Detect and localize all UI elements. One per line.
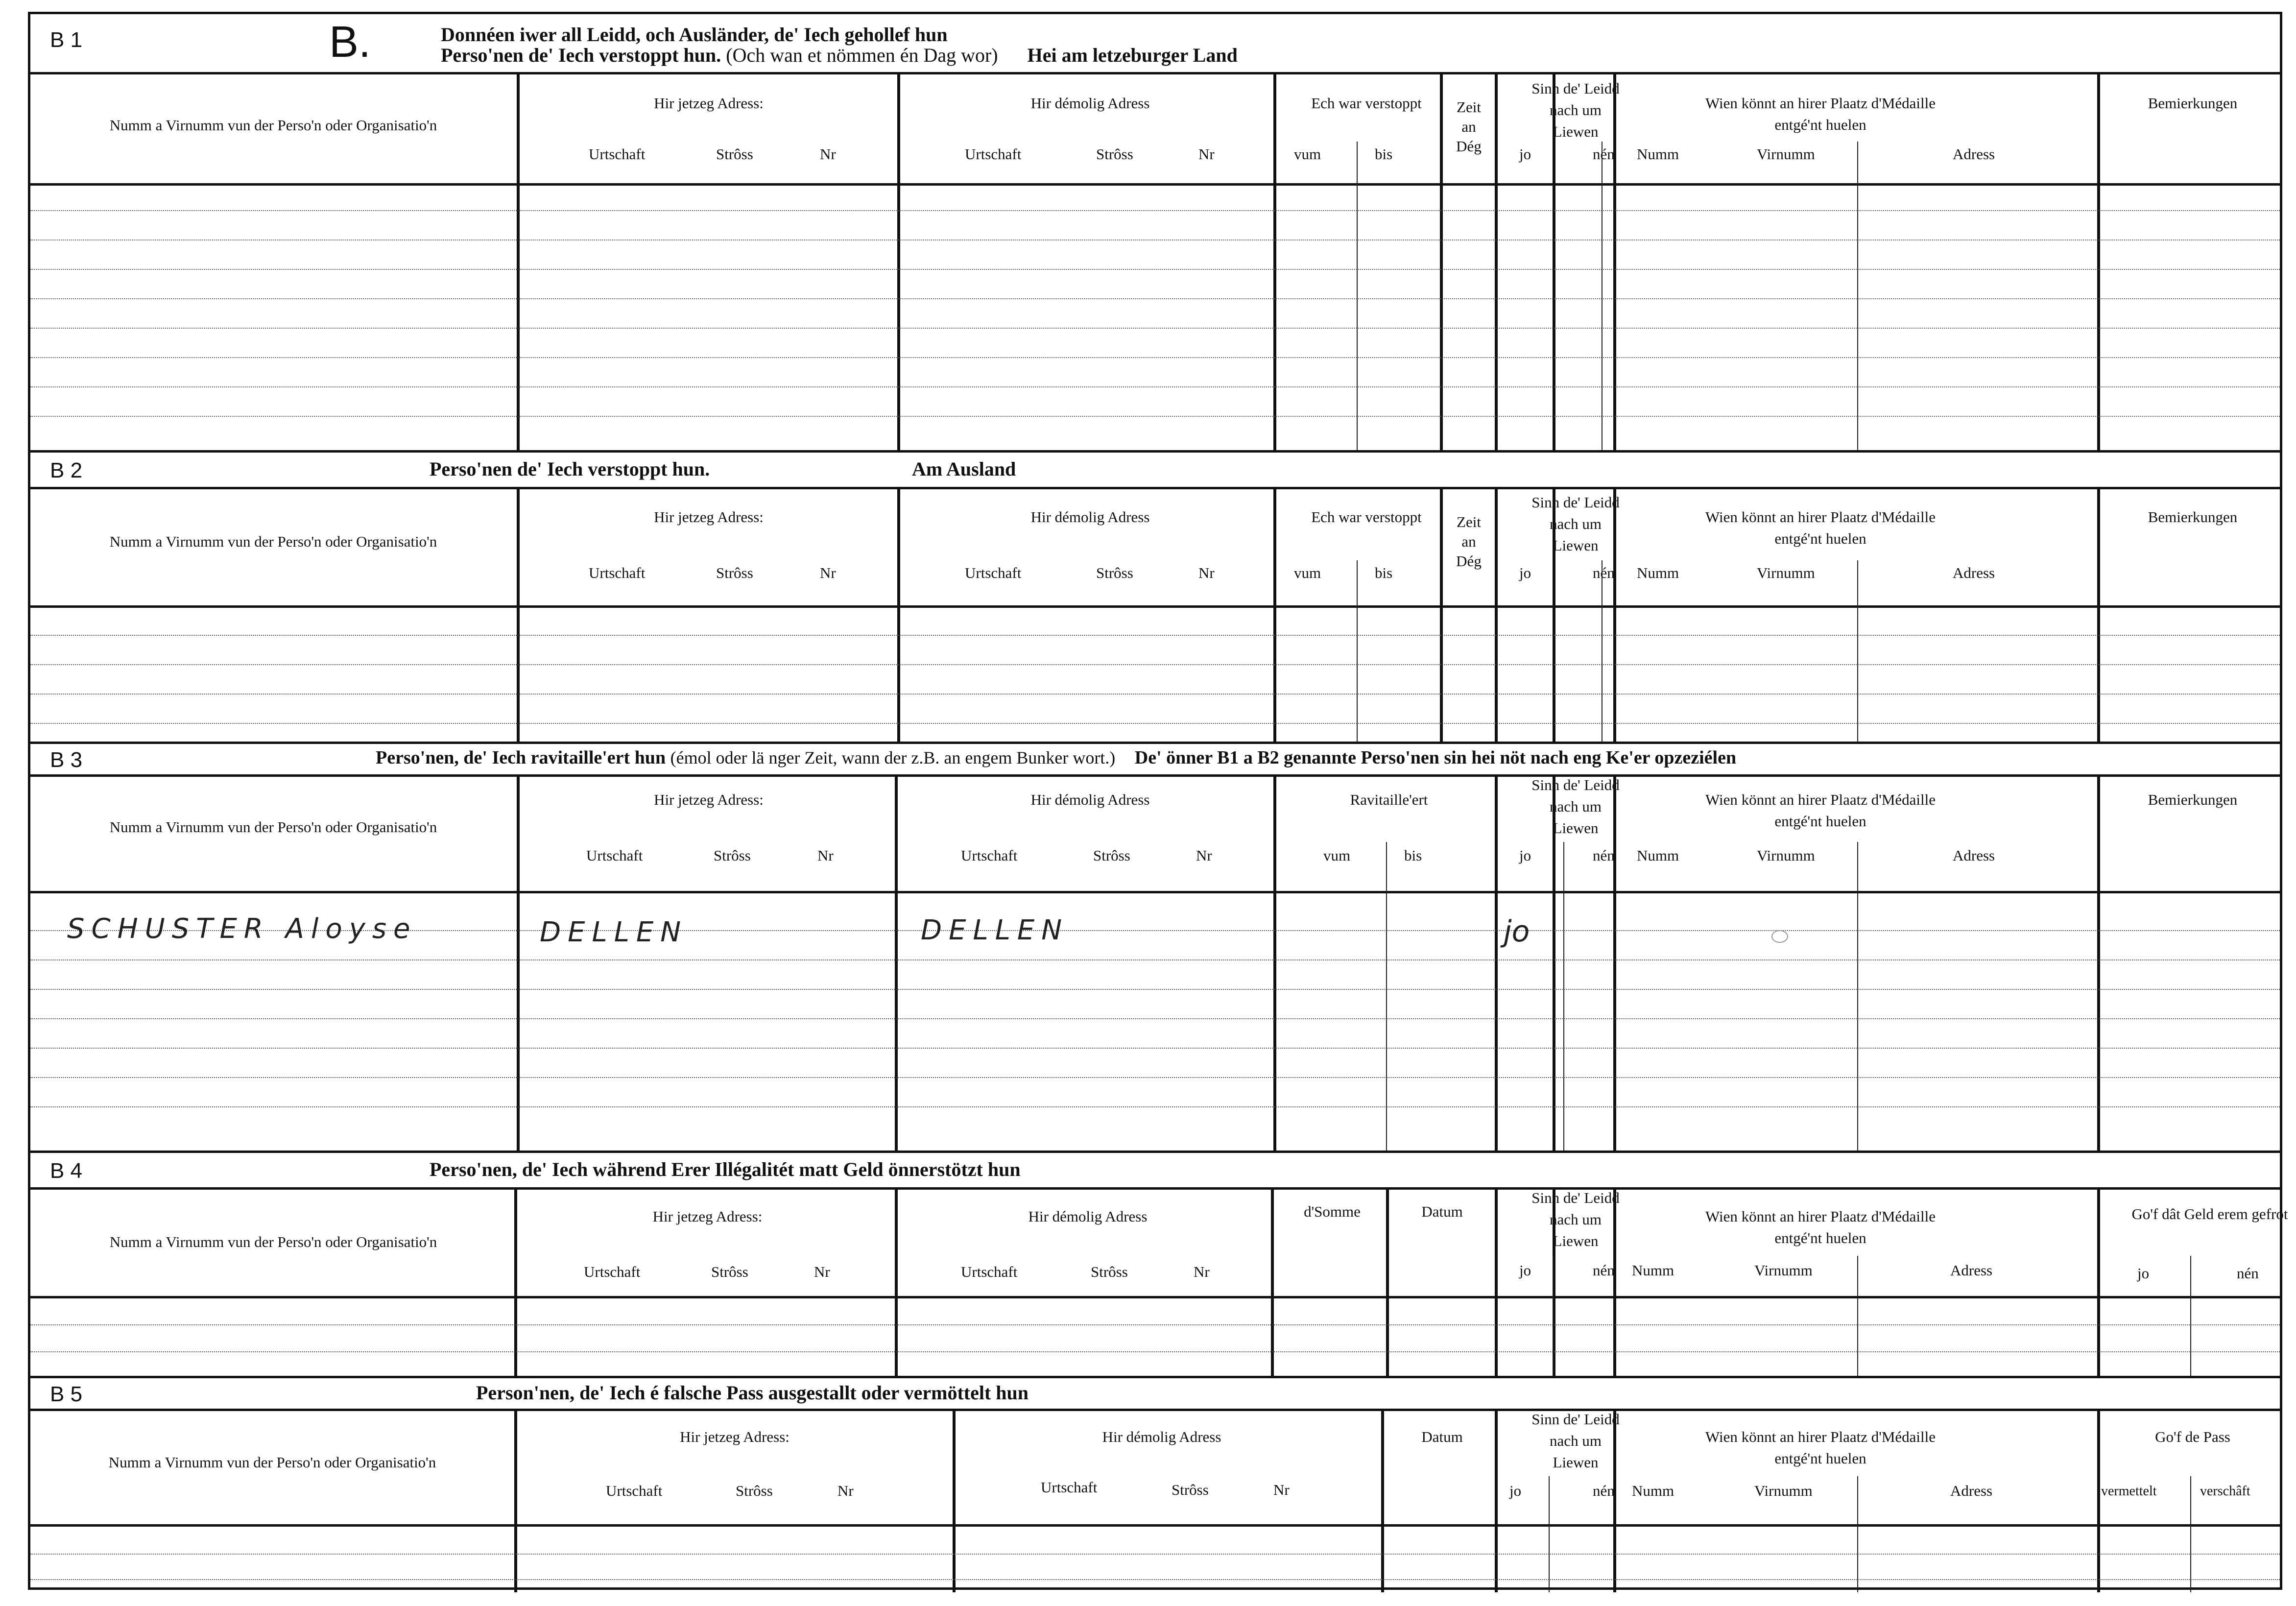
col-name-header: Numm a Virnumm vun der Perso'n oder Organisatio'n <box>109 818 437 836</box>
col-nr: Nr <box>820 564 836 581</box>
col-nr: Nr <box>1194 1263 1210 1280</box>
col-numm: Numm <box>1632 1482 1674 1499</box>
table-row[interactable] <box>30 357 2280 358</box>
faint-mark <box>1771 930 1788 943</box>
column-rule <box>1357 142 1358 450</box>
table-row[interactable] <box>30 328 2280 329</box>
col-datum-header: Datum <box>1421 1203 1463 1220</box>
table-row[interactable] <box>30 416 2280 417</box>
column-rule <box>1563 842 1564 1151</box>
section-b3 <box>30 744 2280 1151</box>
section-code: B 5 <box>50 1382 83 1406</box>
col-hir-demolig-header: Hir démolig Adress <box>1030 95 1150 112</box>
col-stross: Strôss <box>1096 564 1133 581</box>
col-urtschaft: Urtschaft <box>589 564 646 581</box>
col-wien-header: Wien könnt an hirer Plaatz d'Médaille entgé'nt huelen <box>1705 791 1936 830</box>
header-divider <box>30 891 2280 893</box>
col-vum: vum <box>1294 145 1321 163</box>
col-bis: bis <box>1375 564 1393 581</box>
col-sinn-header: Sinn de' Leidd nach um Liewen <box>1531 494 1620 554</box>
col-nen: nén <box>1593 847 1615 864</box>
col-adress: Adress <box>1950 1262 1993 1279</box>
col-nr: Nr <box>817 847 834 864</box>
col-numm: Numm <box>1637 847 1679 864</box>
column-rule <box>2097 1409 2100 1592</box>
col-hir-demolig-header: Hir démolig Adress <box>1030 791 1150 808</box>
col-sinn-header: Sinn de' Leidd nach um Liewen <box>1531 80 1620 140</box>
table-row[interactable] <box>30 1106 2280 1107</box>
column-rule <box>1857 560 1858 742</box>
col-stross: Strôss <box>1091 1263 1128 1280</box>
column-rule <box>1553 774 1555 1151</box>
col-bis: bis <box>1375 145 1393 163</box>
col-verschaft: verschâft <box>2200 1484 2250 1499</box>
section-title: Perso'nen, de' Iech ravitaille'ert hun (émol oder lä nger Zeit, wann der z.B. an engem Bunker wort.) De' önner B1 a B2 genannte Perso'nen sin hei nöt nach eng Ke'er opzeziélen <box>376 747 1737 768</box>
table-row[interactable] <box>30 664 2280 665</box>
col-nen: nén <box>1593 1482 1615 1499</box>
column-rule <box>1613 1187 1616 1376</box>
col-jo: jo <box>1519 1262 1531 1279</box>
table-row[interactable] <box>30 298 2280 299</box>
col-nr: Nr <box>820 145 836 163</box>
column-rule <box>1553 487 1555 742</box>
col-urtschaft: Urtschaft <box>965 145 1022 163</box>
section-b2-title-row <box>30 453 2280 489</box>
col-hir-jetzeg-header: Hir jetzeg Adress: <box>654 95 764 112</box>
col-bemierkungen-header: Bemierkungen <box>2148 95 2238 112</box>
column-rule <box>1357 560 1358 742</box>
col-urtschaft: Urtschaft <box>606 1482 663 1499</box>
column-rule <box>1553 72 1555 450</box>
header-divider <box>30 605 2280 608</box>
col-bemierkungen-header: Bemierkungen <box>2148 791 2238 808</box>
col-vum: vum <box>1323 847 1351 864</box>
col-jo: jo <box>2137 1265 2150 1282</box>
form-letter: B. <box>329 18 371 67</box>
section-code: B 2 <box>50 458 83 482</box>
col-nen: nén <box>2237 1265 2259 1282</box>
column-rule <box>1857 842 1858 1151</box>
column-rule <box>897 72 900 450</box>
column-rule <box>514 1409 517 1592</box>
column-rule <box>895 774 898 1151</box>
column-rule <box>1613 72 1616 450</box>
section-code: B 4 <box>50 1159 83 1183</box>
col-ravitailleert-header: Ravitaille'ert <box>1350 791 1428 808</box>
col-nr: Nr <box>1196 847 1212 864</box>
col-hir-jetzeg-header: Hir jetzeg Adress: <box>654 508 764 526</box>
section-title: Perso'nen de' Iech verstoppt hun. <box>430 458 710 480</box>
column-rule <box>1440 487 1443 742</box>
col-nen: nén <box>1593 1262 1615 1279</box>
table-row[interactable] <box>30 723 2280 724</box>
column-rule <box>2097 487 2100 742</box>
section-b3-title-row <box>30 744 2280 777</box>
col-name-header: Numm a Virnumm vun der Perso'n oder Organisatio'n <box>109 117 437 134</box>
column-rule <box>1857 142 1858 450</box>
col-verstoppt-header: Ech war verstoppt <box>1311 95 1422 112</box>
col-stross: Strôss <box>714 847 751 864</box>
table-row[interactable] <box>30 1077 2280 1078</box>
col-adress: Adress <box>1950 1482 1993 1499</box>
col-adress: Adress <box>1953 847 1995 864</box>
table-row[interactable] <box>30 1048 2280 1049</box>
col-stross: Strôss <box>736 1482 773 1499</box>
column-rule <box>895 1187 898 1376</box>
section-b1-title-row <box>30 14 2280 74</box>
col-datum-header: Datum <box>1421 1428 1463 1445</box>
column-rule <box>1495 487 1498 742</box>
col-nr: Nr <box>1198 564 1215 581</box>
column-rule <box>2190 1256 2191 1376</box>
column-rule <box>1273 774 1276 1151</box>
section-title: Person'nen, de' Iech é falsche Pass ausgestallt oder vermöttelt hun <box>476 1382 1029 1404</box>
col-stross: Strôss <box>1172 1481 1209 1498</box>
col-stross: Strôss <box>711 1263 748 1280</box>
header-divider <box>30 1296 2280 1298</box>
section-b5 <box>30 1378 2280 1592</box>
col-sinn-header: Sinn de' Leidd nach um Liewen <box>1531 1189 1620 1249</box>
col-nr: Nr <box>1273 1481 1290 1498</box>
column-rule <box>1495 1409 1498 1592</box>
col-virnumm: Virnumm <box>1754 1482 1813 1499</box>
column-rule <box>1549 1476 1550 1592</box>
col-jo: jo <box>1519 847 1531 864</box>
col-stross: Strôss <box>1093 847 1130 864</box>
header-divider <box>30 1524 2280 1527</box>
col-numm: Numm <box>1637 145 1679 163</box>
col-urtschaft: Urtschaft <box>961 1263 1018 1280</box>
col-stross: Strôss <box>1096 145 1133 163</box>
column-rule <box>1613 1409 1616 1592</box>
col-hir-jetzeg-header: Hir jetzeg Adress: <box>654 791 764 808</box>
col-adress: Adress <box>1953 564 1995 581</box>
column-rule <box>1381 1409 1384 1592</box>
column-rule <box>1440 72 1443 450</box>
col-virnumm: Virnumm <box>1757 847 1815 864</box>
col-jo: jo <box>1519 145 1531 163</box>
column-rule <box>517 487 520 742</box>
column-rule <box>1386 1187 1389 1376</box>
col-wien-header: Wien könnt an hirer Plaatz d'Médaille entgé'nt huelen <box>1705 508 1936 547</box>
col-urtschaft: Urtschaft <box>965 564 1022 581</box>
column-rule <box>1495 1187 1498 1376</box>
col-nr: Nr <box>1198 145 1215 163</box>
col-zeit-header: Zeit an Dég <box>1456 513 1482 570</box>
column-rule <box>517 774 520 1151</box>
column-rule <box>1273 487 1276 742</box>
handwritten-former-town: DELLEN <box>921 914 1069 946</box>
column-rule <box>897 487 900 742</box>
table-row[interactable] <box>30 959 2280 960</box>
section-title-tail: Am Ausland <box>912 458 1016 480</box>
section-b4 <box>30 1153 2288 1376</box>
column-rule <box>1857 1256 1858 1376</box>
col-urtschaft: Urtschaft <box>1041 1479 1098 1496</box>
col-nr: Nr <box>814 1263 830 1280</box>
table-row[interactable] <box>30 1324 2280 1325</box>
col-jo: jo <box>1509 1482 1522 1499</box>
column-rule <box>953 1409 956 1592</box>
handwritten-name: SCHUSTER Aloyse <box>67 913 417 945</box>
column-rule <box>1857 1476 1858 1592</box>
col-virnumm: Virnumm <box>1757 564 1815 581</box>
section-b2 <box>30 453 2280 742</box>
col-sinn-header: Sinn de' Leidd nach um Liewen <box>1531 1411 1620 1471</box>
table-row[interactable] <box>30 1018 2280 1019</box>
col-adress: Adress <box>1953 145 1995 163</box>
col-hir-demolig-header: Hir démolig Adress <box>1102 1428 1221 1445</box>
table-row[interactable] <box>30 1554 2280 1555</box>
col-urtschaft: Urtschaft <box>589 145 646 163</box>
col-nen: nén <box>1593 145 1615 163</box>
table-row[interactable] <box>30 1579 2280 1580</box>
section-title: Donnéen iwer all Leidd, och Ausländer, de' Iech gehollef hun <box>441 24 948 46</box>
col-hir-jetzeg-header: Hir jetzeg Adress: <box>680 1428 789 1445</box>
col-hir-demolig-header: Hir démolig Adress <box>1030 508 1150 526</box>
column-rule <box>1613 774 1616 1151</box>
col-name-header: Numm a Virnumm vun der Perso'n oder Organisatio'n <box>108 1454 436 1471</box>
col-name-header: Numm a Virnumm vun der Perso'n oder Organisatio'n <box>109 1233 437 1250</box>
col-hir-demolig-header: Hir démolig Adress <box>1028 1208 1148 1225</box>
table-row[interactable] <box>30 210 2280 211</box>
column-rule <box>1273 72 1276 450</box>
section-b5-title-row <box>30 1378 2280 1411</box>
col-bemierkungen-header: Bemierkungen <box>2148 508 2238 526</box>
table-row[interactable] <box>30 269 2280 270</box>
column-rule <box>2097 774 2100 1151</box>
form-frame <box>28 12 2288 1590</box>
col-virnumm: Virnumm <box>1754 1262 1813 1279</box>
col-numm: Numm <box>1632 1262 1674 1279</box>
col-urtschaft: Urtschaft <box>586 847 643 864</box>
section-b1 <box>30 14 2280 450</box>
col-wien-header: Wien könnt an hirer Plaatz d'Médaille entgé'nt huelen <box>1705 1208 1936 1246</box>
section-code: B 1 <box>50 28 83 52</box>
col-wien-header: Wien könnt an hirer Plaatz d'Médaille entgé'nt huelen <box>1705 95 1936 133</box>
col-geld-gefrot-header: Go'f dât Geld erem gefrot <box>2131 1205 2288 1222</box>
col-pass-header: Go'f de Pass <box>2155 1428 2230 1445</box>
handwritten-jo: jo <box>1504 914 1530 949</box>
table-row[interactable] <box>30 635 2280 636</box>
col-numm: Numm <box>1637 564 1679 581</box>
col-bis: bis <box>1404 847 1422 864</box>
column-rule <box>1553 1256 1554 1376</box>
table-row[interactable] <box>30 386 2280 387</box>
section-b4-title-row <box>30 1153 2280 1190</box>
col-virnumm: Virnumm <box>1757 145 1815 163</box>
table-row[interactable] <box>30 1351 2280 1352</box>
column-rule <box>1613 487 1616 742</box>
col-wien-header: Wien könnt an hirer Plaatz d'Médaille entgé'nt huelen <box>1705 1428 1936 1467</box>
col-stross: Strôss <box>716 564 753 581</box>
section-code: B 3 <box>50 748 83 772</box>
column-rule <box>517 72 520 450</box>
column-rule <box>2097 1187 2100 1376</box>
col-nen: nén <box>1593 564 1615 581</box>
column-rule <box>1495 72 1498 450</box>
section-subtitle: Perso'nen de' Iech verstoppt hun. (Och wan et nömmen én Dag wor) Hei am letzeburger Land <box>441 44 1238 66</box>
col-verstoppt-header: Ech war verstoppt <box>1311 508 1422 526</box>
col-urtschaft: Urtschaft <box>584 1263 641 1280</box>
header-divider <box>30 183 2280 186</box>
handwritten-current-town: DELLEN <box>540 916 688 948</box>
col-vum: vum <box>1294 564 1321 581</box>
col-name-header: Numm a Virnumm vun der Perso'n oder Organisatio'n <box>109 533 437 550</box>
col-zeit-header: Zeit an Dég <box>1456 98 1482 155</box>
col-urtschaft: Urtschaft <box>961 847 1018 864</box>
col-vermettelt: vermettelt <box>2101 1484 2157 1499</box>
col-hir-jetzeg-header: Hir jetzeg Adress: <box>652 1208 763 1225</box>
column-rule <box>2190 1476 2191 1592</box>
section-title: Perso'nen, de' Iech während Erer Illégalitét matt Geld önnerstötzt hun <box>430 1158 1021 1180</box>
column-rule <box>2097 72 2100 450</box>
col-jo: jo <box>1519 564 1531 581</box>
table-row[interactable] <box>30 989 2280 990</box>
table-row[interactable] <box>30 694 2280 695</box>
col-somme-header: d'Somme <box>1304 1203 1361 1220</box>
column-rule <box>1386 842 1387 1151</box>
column-rule <box>1271 1187 1274 1376</box>
col-stross: Strôss <box>716 145 753 163</box>
col-sinn-header: Sinn de' Leidd nach um Liewen <box>1531 776 1620 837</box>
col-nr: Nr <box>837 1482 854 1499</box>
column-rule <box>1495 774 1498 1151</box>
column-rule <box>514 1187 517 1376</box>
